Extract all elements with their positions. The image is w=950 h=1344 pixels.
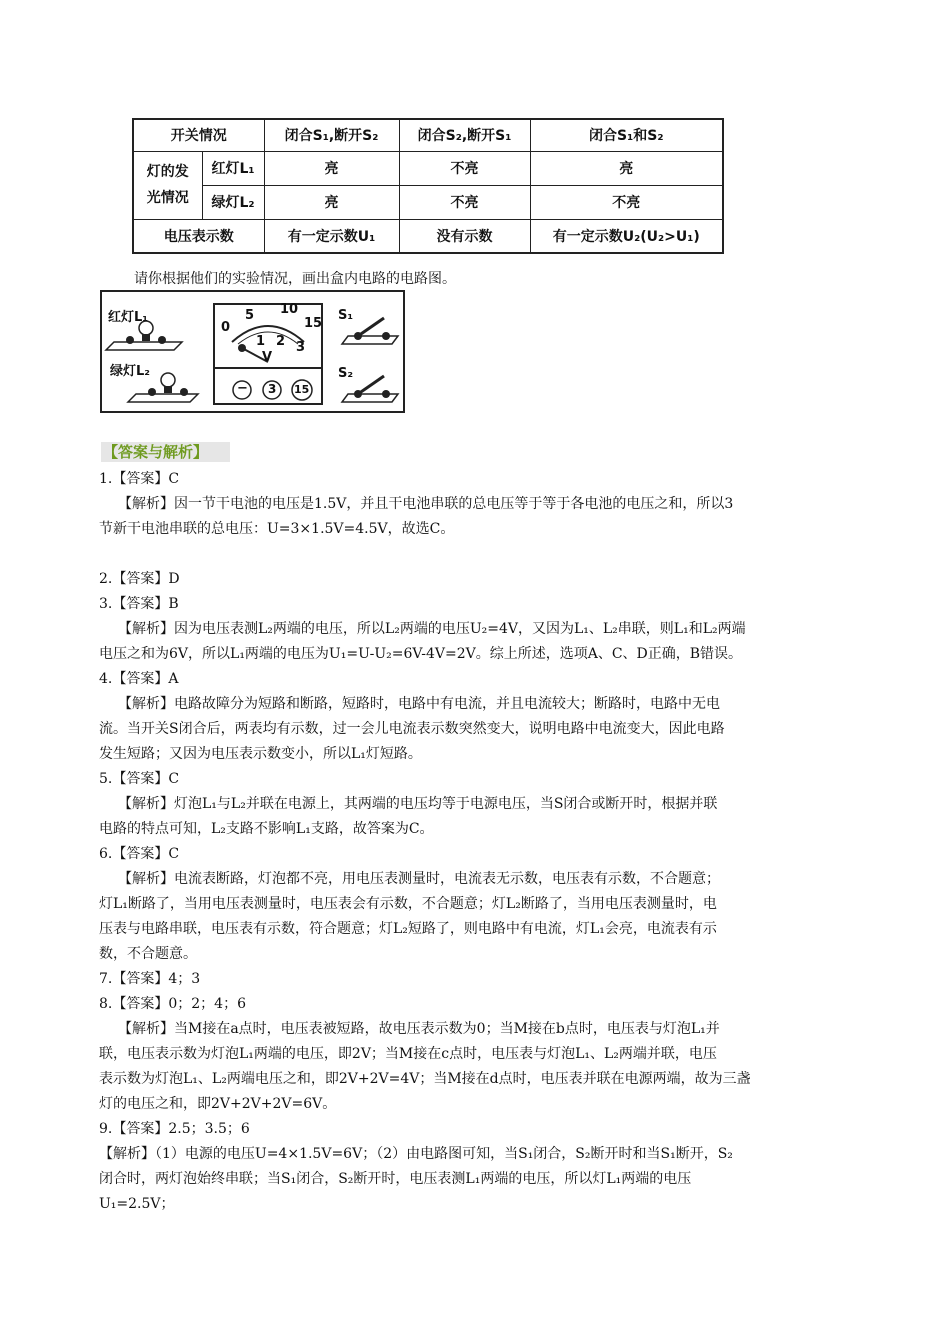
red-lamp-label: 红灯L₁: [108, 310, 148, 325]
answer-line: 【解析】因一节干电池的电压是1.5V，并且干电池串联的总电压等于等于各电池的电压之和，所以3: [118, 496, 734, 512]
answer-line: 9.【答案】2.5；3.5；6: [99, 1121, 250, 1137]
answer-line: 4.【答案】A: [99, 671, 179, 687]
answer-line: 流。当开关S闭合后，两表均有示数，过一会儿电流表示数突然变大，说明电路中电流变大，因此电路: [99, 721, 725, 737]
group-label-line2: 光情况: [146, 190, 189, 206]
header-switch: 开关情况: [133, 119, 264, 151]
header-case2: 闭合S₂,断开S₁: [399, 119, 530, 151]
green-lamp-label: 绿灯L₂: [110, 364, 150, 379]
row-green-label: 绿灯L₂: [202, 185, 264, 219]
row-green-cell: 亮: [264, 185, 399, 219]
terminal-3: 3: [268, 382, 277, 396]
answer-line: 8.【答案】0；2；4；6: [99, 996, 246, 1012]
experiment-table: [132, 118, 724, 254]
group-label: [133, 151, 202, 219]
answer-line: 【解析】因为电压表测L₂两端的电压，所以L₂两端的电压U₂=4V，又因为L₁、L₂串联，则L₁和L₂两端: [118, 621, 746, 637]
answer-line: 表示数为灯泡L₁、L₂两端电压之和，即2V+2V=4V；当M接在d点时，电压表并联在电源两端，故为三盏: [99, 1071, 751, 1087]
row-volt-cell: 有一定示数U₁: [264, 219, 399, 253]
header-case3: 闭合S₁和S₂: [530, 119, 723, 151]
row-red-cell: 不亮: [399, 151, 530, 185]
answer-line: 7.【答案】4；3: [99, 971, 201, 987]
red-lamp-icon: [106, 321, 182, 350]
row-red-cell: 亮: [530, 151, 723, 185]
answer-line: 【解析】灯泡L₁与L₂并联在电源上，其两端的电压均等于电源电压，当S闭合或断开时，根据并联: [118, 796, 718, 812]
prompt-text: 请你根据他们的实验情况，画出盒内电路的电路图。: [134, 271, 456, 287]
row-red-cell: 亮: [264, 151, 399, 185]
answer-line: 电压之和为6V，所以L₁两端的电压为U₁=U-U₂=6V-4V=2V。综上所述，选项A、C、D正确，B错误。: [99, 646, 743, 662]
answer-line: 灯L₁断路了，当用电压表测量时，电压表会有示数，不合题意；灯L₂断路了，当用电压表测量时，电: [99, 896, 717, 912]
terminal-15: 15: [294, 383, 310, 396]
answer-line: 1.【答案】C: [99, 471, 180, 487]
answer-line: 压表与电路串联，电压表有示数，符合题意；灯L₂短路了，则电路中有电流，灯L₁会亮，电流表有示: [99, 921, 717, 937]
answer-line: 3.【答案】B: [99, 596, 179, 612]
answer-line: 【解析】（1）电源的电压U=4×1.5V=6V；（2）由电路图可知，当S₁闭合，S₂断开时和当S₁断开，S₂: [99, 1146, 733, 1162]
answer-line: 联，电压表示数为灯泡L₁两端的电压，即2V；当M接在c点时，电压表与灯泡L₁、L₂两端并联，电压: [99, 1046, 717, 1062]
answer-line: 6.【答案】C: [99, 846, 180, 862]
row-volt-label: 电压表示数: [133, 219, 264, 253]
scale-top-0: 0: [221, 320, 231, 335]
answer-line: 【解析】电流表断路，灯泡都不亮，用电压表测量时，电流表无示数，电压表有示数，不合题意；: [118, 871, 720, 887]
scale-bottom-3: 3: [296, 340, 306, 355]
scale-top-15: 15: [304, 316, 323, 331]
group-label-line1: 灯的发: [146, 164, 189, 180]
header-case1: 闭合S₁,断开S₂: [264, 119, 399, 151]
scale-top-5: 5: [245, 308, 255, 323]
row-volt-cell: 有一定示数U₂(U₂>U₁): [530, 219, 723, 253]
row-red-label: 红灯L₁: [202, 151, 264, 185]
answer-line: 【解析】当M接在a点时，电压表被短路，故电压表示数为0；当M接在b点时，电压表与灯泡L₁并: [118, 1021, 720, 1037]
answer-header: 【答案与解析】: [101, 442, 230, 462]
answer-line: 【解析】电路故障分为短路和断路，短路时，电路中有电流，并且电流较大；断路时，电路中无电: [118, 696, 720, 712]
answer-line: 发生短路；又因为电压表示数变小，所以L₁灯短路。: [99, 746, 422, 762]
answer-line: 灯的电压之和，即2V+2V+2V=6V。: [99, 1096, 337, 1112]
scale-top-10: 10: [280, 302, 299, 317]
row-volt-cell: 没有示数: [399, 219, 530, 253]
terminal-negative: −: [237, 381, 248, 396]
scale-bottom-1: 1: [256, 334, 266, 349]
answer-line: 2.【答案】D: [99, 571, 180, 587]
answer-line: U₁=2.5V；: [99, 1196, 175, 1212]
answer-line: 闭合时，两灯泡始终串联；当S₁闭合，S₂断开时，电压表测L₁两端的电压，所以灯L₁两端的电压: [99, 1171, 692, 1187]
answer-line: 数，不合题意。: [99, 946, 197, 962]
answer-line: 电路的特点可知，L₂支路不影响L₁支路，故答案为C。: [99, 821, 434, 837]
circuit-components-figure: [100, 290, 405, 413]
answer-line: 节新干电池串联的总电压：U=3×1.5V=4.5V，故选C。: [99, 521, 455, 537]
switch-s1-label: S₁: [338, 308, 354, 323]
unit-label: V: [262, 350, 273, 365]
scale-bottom-2: 2: [276, 334, 286, 349]
row-green-cell: 不亮: [399, 185, 530, 219]
switch-s2-label: S₂: [338, 366, 354, 381]
row-green-cell: 不亮: [530, 185, 723, 219]
answer-line: 5.【答案】C: [99, 771, 180, 787]
